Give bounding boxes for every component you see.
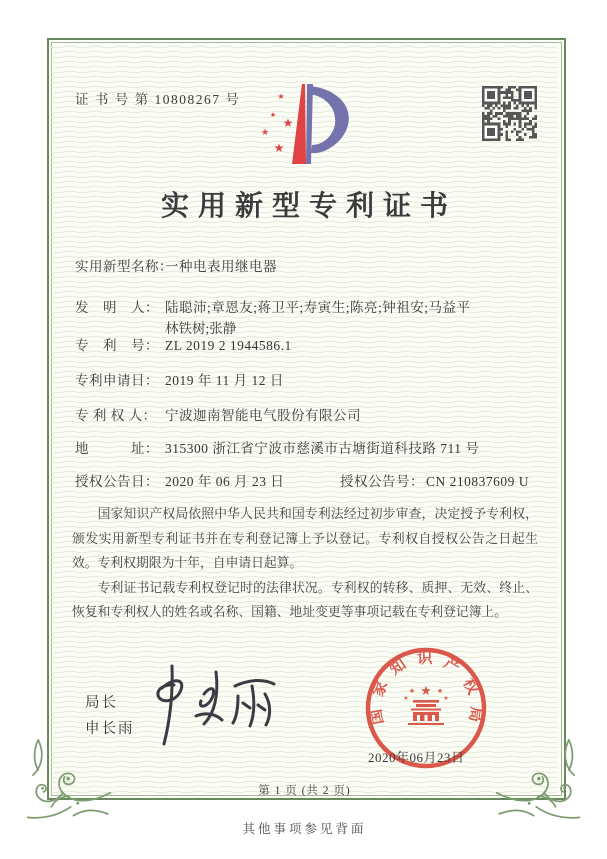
national-emblem-icon [403, 684, 448, 725]
field-grant-number [340, 470, 529, 490]
logo-star-icon: ★ [277, 92, 285, 101]
logo-p-bowl [309, 86, 349, 153]
logo-star-icon: ★ [260, 128, 270, 138]
field-label: 专利申请日： [75, 373, 159, 388]
seal-text: 国家知识产权局 [367, 649, 485, 726]
field-address [75, 437, 479, 457]
svg-text:★: ★ [420, 684, 432, 699]
legal-paragraph-1: 国家知识产权局依照中华人民共和国专利法经过初步审查，决定授予专利权，颁发实用新型专利证书并在专利登记簿上予以登记。专利权自授权公告之日起生效。专利权期限为十年，自申请日起算。 [72, 507, 538, 571]
field-value: 315300 浙江省宁波市慈溪市古塘街道科技路 711 号 [165, 441, 480, 456]
corner-ornament-bottom-right [494, 737, 582, 823]
field-label: 专 利 权 人： [75, 408, 157, 423]
field-label: 地 址： [75, 441, 159, 456]
logo-star-icon: ★ [273, 141, 285, 155]
legal-text [72, 502, 538, 625]
field-label: 发 明 人： [75, 300, 159, 315]
field-value: 陆聪沛;章恩友;蒋卫平;寿寅生;陈亮;钟祖安;马益平 [165, 300, 471, 315]
officer-name: 申长雨 [85, 721, 135, 737]
back-note: 其他事项参见背面 [242, 822, 367, 836]
svg-text:★: ★ [408, 687, 416, 695]
field-utility-model-name [75, 255, 277, 275]
svg-text:★: ★ [443, 695, 449, 702]
logo-star-icon: ★ [282, 116, 294, 130]
logo-red-spire [292, 84, 306, 164]
seal-date: 2020年06月23日 [368, 750, 465, 765]
field-label: 授权公告日： [75, 474, 159, 489]
qr-code [482, 86, 537, 141]
field-value: 2020 年 06 月 23 日 [165, 474, 285, 489]
field-patentee [75, 404, 361, 424]
field-value: 一种电表用继电器 [165, 259, 277, 274]
cnipa-logo [246, 72, 366, 172]
field-value: 宁波迦南智能电气股份有限公司 [165, 408, 361, 423]
legal-paragraph-2: 专利证书记载专利权登记时的法律状况。专利权的转移、质押、无效、终止、恢复和专利权人的姓名或名称、国籍、地址变更等事项记载在专利登记簿上。 [72, 580, 538, 620]
svg-text:★: ★ [436, 687, 444, 695]
field-value: 林铁树;张静 [165, 321, 237, 336]
field-value: ZL 2019 2 1944586.1 [165, 338, 292, 353]
certificate-title: 实用新型专利证书 [160, 191, 457, 222]
field-value: 2019 年 11 月 12 日 [165, 373, 284, 388]
logo-star-icon: ★ [269, 111, 277, 119]
field-filing-date [75, 369, 284, 389]
field-label: 专 利 号： [75, 338, 159, 353]
shen-changyu-signature [132, 654, 282, 754]
field-value: CN 210837609 U [426, 474, 530, 489]
field-inventors [75, 296, 471, 316]
corner-ornament-bottom-left [25, 737, 113, 823]
field-label: 授权公告号： [340, 474, 424, 489]
field-label: 实用新型名称： [75, 259, 173, 274]
svg-text:★: ★ [403, 695, 409, 702]
officer-title: 局长 [85, 695, 118, 711]
field-grant-date [75, 470, 284, 490]
certificate-number: 证 书 号 第 10808267 号 [75, 92, 241, 107]
page-number: 第 1 页 (共 2 页) [258, 785, 351, 797]
field-patent-number [75, 334, 292, 354]
